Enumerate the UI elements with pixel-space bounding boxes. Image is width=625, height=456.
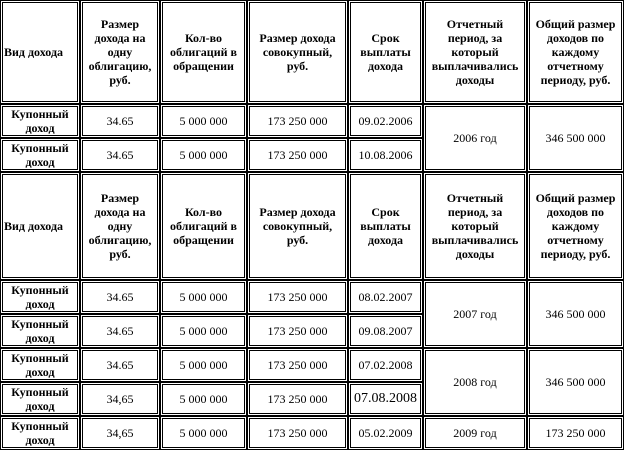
cell-period: 2006 год [423, 104, 527, 172]
header-kind: Вид дохода [0, 172, 80, 280]
cell-count: 5 000 000 [160, 382, 247, 416]
cell-period: 2007 год [423, 280, 527, 348]
header-per-bond: Размер дохода на одну облигацию, руб. [80, 0, 160, 104]
cell-per-bond: 34.65 [80, 104, 160, 138]
cell-count: 5 000 000 [160, 416, 247, 450]
header-count: Кол-во облигаций в обращении [160, 0, 247, 104]
cell-per-bond: 34,65 [80, 382, 160, 416]
cell-total: 173 250 000 [247, 280, 348, 314]
header-row [0, 0, 624, 104]
cell-date: 08.02.2007 [348, 280, 423, 314]
cell-date: 09.02.2006 [348, 104, 423, 138]
cell-per-bond: 34.65 [80, 138, 160, 172]
cell-period: 2008 год [423, 348, 527, 416]
cell-total: 173 250 000 [247, 382, 348, 416]
cell-date: 05.02.2009 [348, 416, 423, 450]
header-row [0, 172, 624, 280]
cell-kind: Купонный доход [0, 314, 80, 348]
cell-period-total: 346 500 000 [527, 104, 624, 172]
cell-count: 5 000 000 [160, 348, 247, 382]
header-total: Размер дохода совокупный, руб. [247, 0, 348, 104]
header-per-bond: Размер дохода на одну облигацию, руб. [80, 172, 160, 280]
cell-date: 10.08.2006 [348, 138, 423, 172]
table-row [0, 416, 624, 450]
header-count: Кол-во облигаций в обращении [160, 172, 247, 280]
cell-period-total: 173 250 000 [527, 416, 624, 450]
cell-count: 5 000 000 [160, 314, 247, 348]
cell-period-total: 346 500 000 [527, 280, 624, 348]
cell-date: 07.08.2008 [348, 382, 423, 416]
cell-kind: Купонный доход [0, 382, 80, 416]
cell-total: 173 250 000 [247, 314, 348, 348]
header-period: Отчетный период, за который выплачивались доходы [423, 0, 527, 104]
cell-total: 173 250 000 [247, 104, 348, 138]
header-period-total: Общий размер доходов по каждому отчетному периоду, руб. [527, 0, 624, 104]
table-row [0, 348, 624, 382]
header-period-total: Общий размер доходов по каждому отчетному периоду, руб. [527, 172, 624, 280]
cell-date: 09.08.2007 [348, 314, 423, 348]
header-total: Размер дохода совокупный, руб. [247, 172, 348, 280]
table-row [0, 280, 624, 314]
cell-count: 5 000 000 [160, 138, 247, 172]
cell-kind: Купонный доход [0, 280, 80, 314]
cell-per-bond: 34.65 [80, 280, 160, 314]
cell-count: 5 000 000 [160, 280, 247, 314]
cell-count: 5 000 000 [160, 104, 247, 138]
cell-per-bond: 34,65 [80, 416, 160, 450]
header-date: Срок выплаты дохода [348, 172, 423, 280]
header-period: Отчетный период, за который выплачивались доходы [423, 172, 527, 280]
cell-period-total: 346 500 000 [527, 348, 624, 416]
cell-period: 2009 год [423, 416, 527, 450]
cell-date: 07.02.2008 [348, 348, 423, 382]
cell-total: 173 250 000 [247, 138, 348, 172]
cell-kind: Купонный доход [0, 416, 80, 450]
cell-kind: Купонный доход [0, 348, 80, 382]
cell-total: 173 250 000 [247, 416, 348, 450]
cell-kind: Купонный доход [0, 104, 80, 138]
cell-kind: Купонный доход [0, 138, 80, 172]
cell-per-bond: 34.65 [80, 348, 160, 382]
header-date: Срок выплаты дохода [348, 0, 423, 104]
cell-total: 173 250 000 [247, 348, 348, 382]
header-kind: Вид дохода [0, 0, 80, 104]
cell-per-bond: 34.65 [80, 314, 160, 348]
table-row [0, 104, 624, 138]
